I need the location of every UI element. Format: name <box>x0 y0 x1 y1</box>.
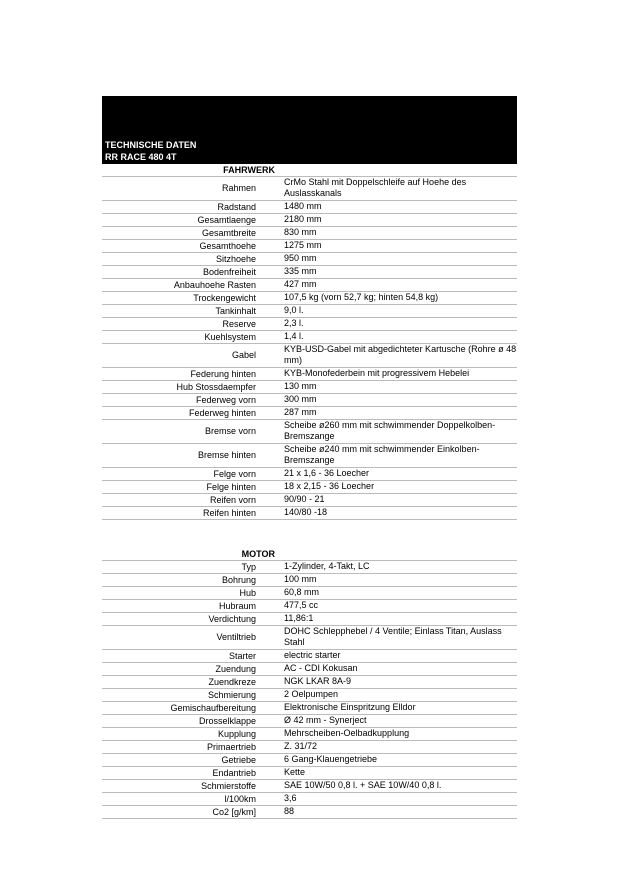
spec-value: SAE 10W/50 0,8 l. + SAE 10W/40 0,8 l. <box>284 780 442 790</box>
spec-value: 6 Gang-Klauengetriebe <box>284 754 378 764</box>
spec-label: Gesamtlaenge <box>197 214 256 225</box>
spec-row <box>102 663 517 676</box>
spec-row <box>102 368 517 381</box>
spec-value: 335 mm <box>284 266 317 276</box>
spec-value: electric starter <box>284 650 341 660</box>
spec-row <box>102 266 517 279</box>
spec-value: 130 mm <box>284 381 317 391</box>
spec-row <box>102 394 517 407</box>
spec-row <box>102 253 517 266</box>
spec-row <box>102 240 517 253</box>
spec-label: Reserve <box>222 318 256 329</box>
spec-value: Elektronische Einspritzung Elldor <box>284 702 416 712</box>
spec-row <box>102 780 517 793</box>
spec-label: l/100km <box>224 793 256 804</box>
spec-section <box>102 548 517 819</box>
spec-label: Reifen vorn <box>209 494 256 505</box>
spec-row <box>102 574 517 587</box>
spec-label: Kuehlsystem <box>204 331 256 342</box>
spec-label: Drosselklappe <box>198 715 256 726</box>
spec-row <box>102 292 517 305</box>
spec-value: 100 mm <box>284 574 317 584</box>
section-gap <box>102 520 517 548</box>
spec-label: Bremse vorn <box>204 426 256 436</box>
spec-sheet <box>102 96 517 819</box>
section-title: MOTOR <box>241 549 275 559</box>
spec-row <box>102 754 517 767</box>
spec-label: Starter <box>228 650 256 661</box>
spec-row <box>102 305 517 318</box>
spec-label: Anbauhoehe Rasten <box>173 279 256 290</box>
spec-label: Getriebe <box>221 754 256 765</box>
spec-label: Verdichtung <box>208 613 256 624</box>
spec-label: Gabel <box>231 350 256 360</box>
spec-row <box>102 407 517 420</box>
spec-sections <box>102 164 517 819</box>
spec-label: Reifen hinten <box>202 507 256 518</box>
spec-row <box>102 331 517 344</box>
spec-row <box>102 793 517 806</box>
spec-label: Radstand <box>217 201 256 212</box>
spec-label: Schmierstoffe <box>201 780 256 791</box>
header-model: RR RACE 480 4T <box>105 152 177 162</box>
spec-row <box>102 676 517 689</box>
spec-row <box>102 767 517 780</box>
spec-label: Schmierung <box>207 689 256 700</box>
spec-label: Hub <box>239 587 256 598</box>
spec-value: 90/90 - 21 <box>284 494 325 504</box>
spec-value: Z. 31/72 <box>284 741 318 751</box>
spec-row <box>102 613 517 626</box>
spec-value: 1480 mm <box>284 201 322 211</box>
spec-value: AC - CDI Kokusan <box>284 663 358 673</box>
spec-value: Mehrscheiben-Oelbadkupplung <box>284 728 410 738</box>
spec-row <box>102 444 517 468</box>
section-heading <box>102 548 517 561</box>
header-title: TECHNISCHE DATEN <box>105 140 197 150</box>
spec-value: Scheibe ø240 mm mit schwimmender Einkolben-Bremszange <box>284 444 480 465</box>
spec-row <box>102 587 517 600</box>
spec-label: Endantrieb <box>212 767 256 778</box>
spec-value: 2,3 l. <box>284 318 304 328</box>
spec-value: 477,5 cc <box>284 600 319 610</box>
spec-value: KYB-USD-Gabel mit abgedichteter Kartusche (Rohre ø 48 mm) <box>284 344 517 365</box>
spec-label: Federung hinten <box>190 368 256 379</box>
spec-value: 300 mm <box>284 394 317 404</box>
spec-value: 140/80 -18 <box>284 507 328 517</box>
spec-label: Hub Stossdaempfer <box>176 381 256 392</box>
spec-row <box>102 494 517 507</box>
spec-value: CrMo Stahl mit Doppelschleife auf Hoehe des Auslasskanals <box>284 177 467 198</box>
header-bar <box>102 96 517 164</box>
spec-label: Typ <box>241 561 256 572</box>
spec-row <box>102 201 517 214</box>
spec-value: NGK LKAR 8A-9 <box>284 676 352 686</box>
spec-label: Bremse hinten <box>197 450 256 460</box>
spec-value: 60,8 mm <box>284 587 320 597</box>
spec-row <box>102 318 517 331</box>
spec-value: 2180 mm <box>284 214 322 224</box>
spec-label: Co2 [g/km] <box>212 806 256 817</box>
spec-label: Federweg hinten <box>188 407 256 418</box>
spec-value: Ø 42 mm - Synerject <box>284 715 367 725</box>
spec-label: Bodenfreiheit <box>202 266 256 277</box>
spec-value: 2 Oelpumpen <box>284 689 339 699</box>
spec-row <box>102 507 517 520</box>
spec-label: Tankinhalt <box>215 305 256 316</box>
spec-value: 88 <box>284 806 295 816</box>
spec-value: 3,6 <box>284 793 297 803</box>
spec-row <box>102 689 517 702</box>
spec-value: 1275 mm <box>284 240 322 250</box>
spec-value: 18 x 2,15 - 36 Loecher <box>284 481 375 491</box>
spec-label: Felge vorn <box>213 468 256 479</box>
spec-row <box>102 214 517 227</box>
spec-row <box>102 177 517 201</box>
section-heading <box>102 164 517 177</box>
spec-row <box>102 626 517 650</box>
spec-row <box>102 806 517 819</box>
spec-value: 1,4 l. <box>284 331 304 341</box>
spec-row <box>102 420 517 444</box>
spec-label: Felge hinten <box>206 481 256 492</box>
spec-label: Zuendkreze <box>208 676 256 687</box>
spec-value: DOHC Schlepphebel / 4 Ventile; Einlass Titan, Auslass Stahl <box>284 626 502 647</box>
spec-value: 427 mm <box>284 279 317 289</box>
spec-value: 1-Zylinder, 4-Takt, LC <box>284 561 370 571</box>
spec-label: Hubraum <box>218 600 256 611</box>
spec-row <box>102 227 517 240</box>
spec-label: Sitzhoehe <box>215 253 256 264</box>
spec-row <box>102 600 517 613</box>
spec-value: KYB-Monofederbein mit progressivem Hebelei <box>284 368 470 378</box>
spec-value: Scheibe ø260 mm mit schwimmender Doppelkolben-Bremszange <box>284 420 496 441</box>
spec-row <box>102 702 517 715</box>
spec-value: 830 mm <box>284 227 317 237</box>
spec-row <box>102 728 517 741</box>
spec-label: Federweg vorn <box>195 394 256 405</box>
spec-label: Gesamthoehe <box>199 240 256 251</box>
spec-label: Zuendung <box>215 663 256 674</box>
spec-value: 21 x 1,6 - 36 Loecher <box>284 468 370 478</box>
spec-row <box>102 741 517 754</box>
spec-row <box>102 561 517 574</box>
spec-row <box>102 344 517 368</box>
spec-row <box>102 468 517 481</box>
spec-value: 950 mm <box>284 253 317 263</box>
spec-label: Gesamtbreite <box>201 227 256 238</box>
spec-label: Kupplung <box>217 728 256 739</box>
spec-value: Kette <box>284 767 306 777</box>
spec-row <box>102 715 517 728</box>
spec-row <box>102 381 517 394</box>
section-title: FAHRWERK <box>223 165 275 175</box>
spec-row <box>102 650 517 663</box>
spec-label: Gemischaufbereitung <box>170 702 256 713</box>
spec-label: Rahmen <box>221 183 256 193</box>
spec-section <box>102 164 517 520</box>
spec-label: Ventiltrieb <box>216 632 256 642</box>
spec-row <box>102 481 517 494</box>
spec-value: 11,86:1 <box>284 613 314 623</box>
spec-value: 287 mm <box>284 407 317 417</box>
spec-label: Trockengewicht <box>193 292 256 303</box>
spec-label: Primaertrieb <box>206 741 256 752</box>
spec-row <box>102 279 517 292</box>
spec-value: 107,5 kg (vorn 52,7 kg; hinten 54,8 kg) <box>284 292 439 302</box>
spec-label: Bohrung <box>221 574 256 585</box>
spec-value: 9,0 l. <box>284 305 304 315</box>
